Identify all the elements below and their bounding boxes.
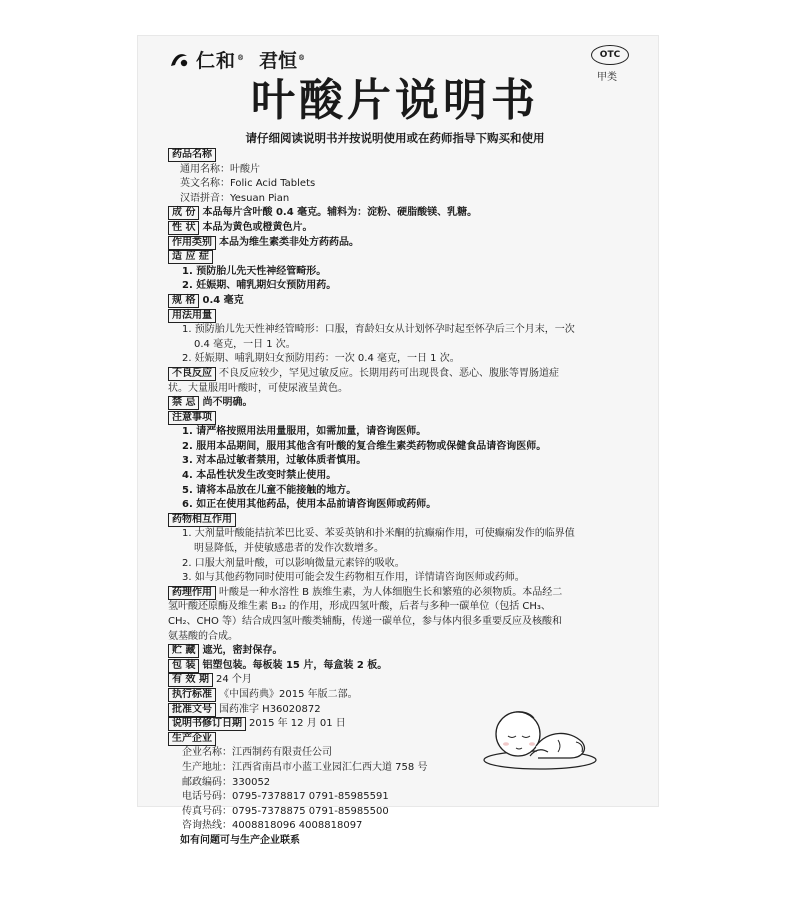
page-title: 叶酸片说明书 xyxy=(251,75,539,126)
pinyin-name: 汉语拼音：Yesuan Pian xyxy=(180,192,290,204)
section-label: 不良反应 xyxy=(168,367,216,381)
section-validity xyxy=(168,673,648,688)
section-label: 生产企业 xyxy=(168,732,216,746)
brand-name-renhe: 仁和® xyxy=(196,50,246,72)
section-ingredients xyxy=(168,206,648,221)
section-label: 批准文号 xyxy=(168,703,216,717)
section-label: 用法用量 xyxy=(168,309,216,323)
manufacturer-line: 邮政编码：330052 xyxy=(182,776,271,788)
interaction-item-1: 1. 大剂量叶酸能拮抗苯巴比妥、苯妥英钠和扑米酮的抗癫痫作用，可使癫痫发作的临界值 xyxy=(182,528,575,540)
otc-class-label: 甲类 xyxy=(597,72,617,83)
contact-footer: 如有问题可与生产企业联系 xyxy=(180,834,300,846)
section-package xyxy=(168,659,648,674)
section-adverse xyxy=(168,367,648,382)
section-spec xyxy=(168,294,648,309)
section-text: 国药准字 H36020872 xyxy=(219,703,321,715)
section-label: 贮 藏 xyxy=(168,644,199,658)
manufacturer-line: 传真号码：0795-7378875 0791-85985500 xyxy=(182,805,389,817)
section-label: 作用类别 xyxy=(168,236,216,250)
section-text: 0.4 毫克 xyxy=(202,294,244,306)
section-label: 适 应 症 xyxy=(168,250,213,264)
section-text: 遮光，密封保存。 xyxy=(202,645,283,657)
section-precautions xyxy=(168,411,648,426)
section-label: 药理作用 xyxy=(168,586,216,600)
pharmacology-line-4: 氨基酸的合成。 xyxy=(168,630,238,642)
manufacturer-line: 生产地址：江西省南昌市小蓝工业园汇仁西大道 758 号 xyxy=(182,761,428,773)
section-dosage xyxy=(168,309,648,324)
sleeping-baby-icon xyxy=(478,700,598,780)
section-label: 有 效 期 xyxy=(168,673,213,687)
dosage-item-1: 1. 预防胎儿先天性神经管畸形：口服，育龄妇女从计划怀孕时起至怀孕后三个月末，一次 xyxy=(182,324,575,336)
section-text: 铝塑包装。每板装 15 片，每盒装 2 板。 xyxy=(202,659,388,671)
precaution-item: 5. 请将本品放在儿童不能接触的地方。 xyxy=(182,484,357,496)
interaction-item-1-cont: 明显降低，并使敏感患者的发作次数增多。 xyxy=(194,543,384,555)
dosage-item-1-cont: 0.4 毫克，一日 1 次。 xyxy=(194,338,296,350)
section-text: 尚不明确。 xyxy=(202,397,253,409)
section-label: 注意事项 xyxy=(168,411,216,425)
precaution-item: 4. 本品性状发生改变时禁止使用。 xyxy=(182,470,337,482)
section-contraindications xyxy=(168,396,648,411)
section-label: 药物相互作用 xyxy=(168,513,236,527)
page-subtitle: 请仔细阅读说明书并按说明使用或在药师指导下购买和使用 xyxy=(245,131,545,145)
section-drug-name xyxy=(168,148,648,163)
english-name: 英文名称：Folic Acid Tablets xyxy=(180,178,316,190)
section-indications xyxy=(168,250,648,265)
indication-item: 2. 妊娠期、哺乳期妇女预防用药。 xyxy=(182,280,337,292)
section-label: 药品名称 xyxy=(168,148,216,162)
section-appearance xyxy=(168,221,648,236)
common-name: 通用名称：叶酸片 xyxy=(180,163,260,175)
brand-mark-icon xyxy=(168,50,190,70)
adverse-line-2: 状。大量服用叶酸时，可使尿液呈黄色。 xyxy=(168,382,348,394)
otc-badge: OTC xyxy=(591,45,629,65)
section-text: 本品为维生素类非处方药药品。 xyxy=(219,236,359,248)
precaution-item: 3. 对本品过敏者禁用，过敏体质者慎用。 xyxy=(182,455,367,467)
precaution-item: 2. 服用本品期间，服用其他含有叶酸的复合维生素类药物或保健食品请咨询医师。 xyxy=(182,440,547,452)
section-category xyxy=(168,236,648,251)
manufacturer-line: 电话号码：0795-7378817 0791-85985591 xyxy=(182,791,389,803)
precaution-item: 6. 如正在使用其他药品，使用本品前请咨询医师或药师。 xyxy=(182,499,437,511)
section-label: 成 份 xyxy=(168,206,199,220)
section-label: 禁 忌 xyxy=(168,396,199,410)
section-label: 包 装 xyxy=(168,659,199,673)
pharmacology-line-2: 氢叶酸还原酶及维生素 B₁₂ 的作用，形成四氢叶酸，后者与多种一碳单位（包括 CH₃、 xyxy=(168,601,551,613)
interaction-item-2: 2. 口服大剂量叶酸，可以影响微量元素锌的吸收。 xyxy=(182,557,405,569)
precaution-item: 1. 请严格按照用法用量服用，如需加量，请咨询医师。 xyxy=(182,426,427,438)
section-label: 说明书修订日期 xyxy=(168,717,246,731)
section-text: 不良反应较少，罕见过敏反应。长期用药可出现畏食、恶心、腹胀等胃肠道症 xyxy=(219,367,559,379)
interaction-item-3: 3. 如与其他药物同时使用可能会发生药物相互作用，详情请咨询医师或药师。 xyxy=(182,572,525,584)
section-interactions xyxy=(168,513,648,528)
brand-name-junheng: 君恒® xyxy=(259,50,306,72)
section-storage xyxy=(168,644,648,659)
brand-logo xyxy=(168,46,305,73)
section-text: 叶酸是一种水溶性 B 族维生素，为人体细胞生长和繁殖的必须物质。本品经二 xyxy=(219,586,563,598)
section-label: 规 格 xyxy=(168,294,199,308)
indication-item: 1. 预防胎儿先天性神经管畸形。 xyxy=(182,265,327,277)
section-text: 本品为黄色或橙黄色片。 xyxy=(202,221,313,233)
dosage-item-2: 2. 妊娠期、哺乳期妇女预防用药：一次 0.4 毫克，一日 1 次。 xyxy=(182,353,460,365)
section-label: 性 状 xyxy=(168,221,199,235)
section-text: 2015 年 12 月 01 日 xyxy=(249,718,346,730)
manufacturer-line: 咨询热线：4008818096 4008818097 xyxy=(182,820,363,832)
section-text: 24 个月 xyxy=(215,674,252,686)
section-text: 《中国药典》2015 年版二部。 xyxy=(219,688,358,700)
section-pharmacology xyxy=(168,586,648,601)
section-text: 本品每片含叶酸 0.4 毫克。辅料为：淀粉、硬脂酸镁、乳糖。 xyxy=(202,207,478,219)
manufacturer-line: 企业名称：江西制药有限责任公司 xyxy=(182,747,332,759)
section-label: 执行标准 xyxy=(168,688,216,702)
pharmacology-line-3: CH₂、CHO 等）结合成四氢叶酸类辅酶，传递一碳单位，参与体内很多重要反应及核酸和 xyxy=(168,616,563,627)
